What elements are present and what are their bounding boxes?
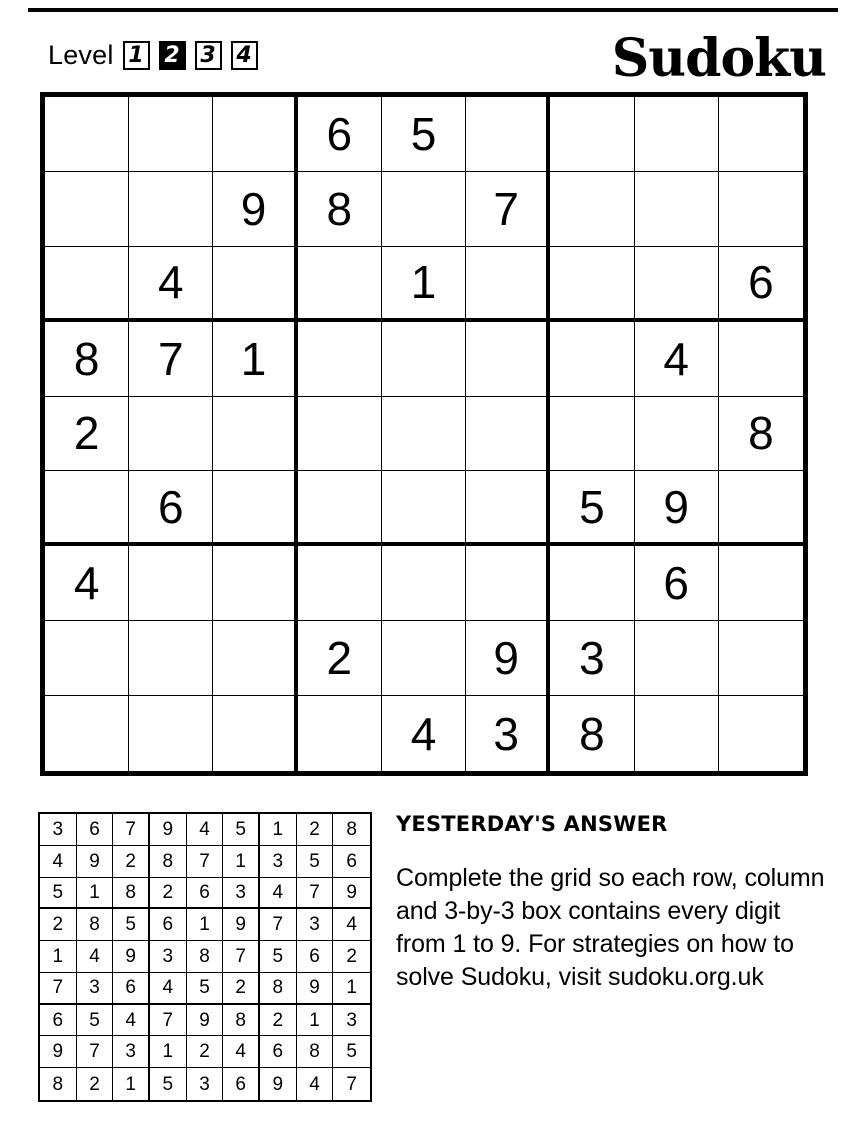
answer-cell: 3 (77, 973, 114, 1005)
puzzle-cell[interactable] (129, 397, 213, 472)
answer-cell: 5 (187, 973, 224, 1005)
top-divider (28, 8, 838, 12)
answer-cell: 1 (187, 909, 224, 941)
answer-cell: 9 (40, 1036, 77, 1068)
instructions-text: Complete the grid so each row, column and 3-by-3 box contains every digit from 1 to 9. For strategies on how to solve Sudoku, visit sudoku.org.uk (396, 864, 825, 991)
puzzle-cell[interactable] (635, 696, 719, 771)
answer-cell: 8 (40, 1068, 77, 1100)
answer-cell: 7 (297, 878, 334, 910)
puzzle-cell[interactable]: 1 (382, 247, 466, 322)
puzzle-cell[interactable] (719, 546, 803, 621)
answer-cell: 3 (150, 941, 187, 973)
answer-cell: 6 (260, 1036, 297, 1068)
answer-cell: 6 (223, 1068, 260, 1100)
puzzle-cell[interactable] (719, 471, 803, 546)
puzzle-cell[interactable]: 6 (635, 546, 719, 621)
puzzle-cell[interactable]: 4 (129, 247, 213, 322)
puzzle-cell[interactable]: 4 (382, 696, 466, 771)
answer-cell: 6 (113, 973, 150, 1005)
puzzle-cell[interactable]: 6 (719, 247, 803, 322)
puzzle-cell[interactable] (213, 696, 297, 771)
answer-grid (38, 812, 372, 1102)
answer-cell: 8 (260, 973, 297, 1005)
answer-cell: 3 (297, 909, 334, 941)
answer-cell: 2 (187, 1036, 224, 1068)
answer-cell: 8 (187, 941, 224, 973)
answer-cell: 8 (77, 909, 114, 941)
puzzle-cell[interactable] (550, 247, 634, 322)
answer-cell: 3 (113, 1036, 150, 1068)
puzzle-cell[interactable] (129, 97, 213, 172)
answer-cell: 7 (150, 1005, 187, 1037)
puzzle-cell[interactable] (298, 471, 382, 546)
puzzle-cell[interactable]: 9 (213, 172, 297, 247)
answer-cell: 1 (223, 846, 260, 878)
answer-cell: 4 (113, 1005, 150, 1037)
puzzle-cell[interactable] (298, 247, 382, 322)
puzzle-cell[interactable] (550, 172, 634, 247)
answer-cell: 1 (333, 973, 370, 1005)
puzzle-cell[interactable] (466, 546, 550, 621)
answer-cell: 2 (150, 878, 187, 910)
puzzle-cell[interactable] (129, 696, 213, 771)
puzzle-cell[interactable] (45, 696, 129, 771)
puzzle-cell[interactable]: 8 (550, 696, 634, 771)
answer-cell: 3 (260, 846, 297, 878)
puzzle-cell[interactable]: 4 (635, 322, 719, 397)
answer-cell: 9 (187, 1005, 224, 1037)
answer-cell: 7 (187, 846, 224, 878)
puzzle-cell[interactable] (129, 172, 213, 247)
answer-cell: 4 (333, 909, 370, 941)
puzzle-cell[interactable]: 9 (635, 471, 719, 546)
answer-cell: 8 (150, 846, 187, 878)
answer-cell: 5 (40, 878, 77, 910)
puzzle-cell[interactable]: 4 (45, 546, 129, 621)
answer-cell: 3 (40, 814, 77, 846)
answer-cell: 9 (223, 909, 260, 941)
puzzle-cell[interactable]: 8 (298, 172, 382, 247)
puzzle-cell[interactable] (382, 546, 466, 621)
puzzle-cell[interactable] (213, 397, 297, 472)
answer-cell: 5 (113, 909, 150, 941)
answer-cell: 1 (297, 1005, 334, 1037)
level-selector (48, 40, 258, 71)
puzzle-cell[interactable] (298, 546, 382, 621)
answer-cell: 8 (223, 1005, 260, 1037)
puzzle-cell[interactable]: 2 (45, 397, 129, 472)
answer-cell: 8 (113, 878, 150, 910)
answer-cell: 9 (297, 973, 334, 1005)
puzzle-cell[interactable] (466, 322, 550, 397)
answer-cell: 3 (223, 878, 260, 910)
puzzle-cell[interactable]: 3 (550, 621, 634, 696)
answer-cell: 3 (187, 1068, 224, 1100)
answer-cell: 4 (260, 878, 297, 910)
puzzle-cell[interactable]: 7 (129, 322, 213, 397)
puzzle-cell[interactable] (466, 97, 550, 172)
puzzle-cell[interactable] (129, 546, 213, 621)
answer-cell: 1 (113, 1068, 150, 1100)
puzzle-cell[interactable] (213, 97, 297, 172)
answer-cell: 3 (333, 1005, 370, 1037)
puzzle-cell[interactable]: 8 (45, 322, 129, 397)
puzzle-cell[interactable] (382, 172, 466, 247)
puzzle-cell[interactable] (298, 322, 382, 397)
puzzle-cell[interactable] (382, 322, 466, 397)
puzzle-cell[interactable] (466, 247, 550, 322)
answer-cell: 4 (223, 1036, 260, 1068)
puzzle-cell[interactable] (719, 696, 803, 771)
answer-cell: 6 (333, 846, 370, 878)
answer-cell: 4 (297, 1068, 334, 1100)
answer-cell: 6 (297, 941, 334, 973)
answer-cell: 1 (40, 941, 77, 973)
puzzle-header (40, 28, 826, 89)
answer-cell: 7 (113, 814, 150, 846)
answer-cell: 2 (260, 1005, 297, 1037)
puzzle-cell[interactable] (635, 97, 719, 172)
level-option-2[interactable]: 2 (159, 41, 186, 70)
answer-cell: 2 (297, 814, 334, 846)
puzzle-cell[interactable] (213, 621, 297, 696)
answer-heading: YESTERDAY'S ANSWER (396, 812, 668, 836)
answer-cell: 5 (77, 1005, 114, 1037)
puzzle-cell[interactable]: 6 (129, 471, 213, 546)
answer-cell: 8 (333, 814, 370, 846)
answer-cell: 2 (223, 973, 260, 1005)
puzzle-cell[interactable] (719, 322, 803, 397)
answer-cell: 1 (150, 1036, 187, 1068)
puzzle-cell[interactable]: 5 (550, 471, 634, 546)
answer-cell: 5 (297, 846, 334, 878)
answer-cell: 2 (40, 909, 77, 941)
puzzle-cell[interactable] (298, 397, 382, 472)
answer-cell: 8 (297, 1036, 334, 1068)
puzzle-cell[interactable] (45, 247, 129, 322)
answer-cell: 5 (150, 1068, 187, 1100)
puzzle-cell[interactable]: 1 (213, 322, 297, 397)
puzzle-cell[interactable] (45, 621, 129, 696)
puzzle-cell[interactable] (466, 397, 550, 472)
answer-cell: 7 (77, 1036, 114, 1068)
puzzle-cell[interactable] (550, 97, 634, 172)
puzzle-cell[interactable] (129, 621, 213, 696)
puzzle-cell[interactable] (550, 322, 634, 397)
puzzle-cell[interactable] (466, 471, 550, 546)
answer-cell: 4 (40, 846, 77, 878)
answer-cell: 1 (77, 878, 114, 910)
answer-cell: 4 (187, 814, 224, 846)
puzzle-cell[interactable] (635, 397, 719, 472)
puzzle-cell[interactable]: 2 (298, 621, 382, 696)
puzzle-cell[interactable] (382, 471, 466, 546)
puzzle-cell[interactable] (635, 621, 719, 696)
answer-cell: 5 (260, 941, 297, 973)
puzzle-cell[interactable] (550, 397, 634, 472)
puzzle-cell[interactable] (719, 97, 803, 172)
puzzle-cell[interactable] (382, 621, 466, 696)
puzzle-cell[interactable] (719, 621, 803, 696)
puzzle-cell[interactable] (635, 172, 719, 247)
puzzle-cell[interactable] (45, 97, 129, 172)
answer-cell: 7 (333, 1068, 370, 1100)
puzzle-cell[interactable] (45, 172, 129, 247)
answer-cell: 4 (150, 973, 187, 1005)
puzzle-cell[interactable]: 9 (466, 621, 550, 696)
answer-cell: 7 (260, 909, 297, 941)
answer-cell: 7 (40, 973, 77, 1005)
puzzle-cell[interactable] (382, 397, 466, 472)
puzzle-cell[interactable] (635, 247, 719, 322)
puzzle-cell[interactable] (298, 696, 382, 771)
answer-cell: 9 (150, 814, 187, 846)
puzzle-cell[interactable] (45, 471, 129, 546)
answer-cell: 9 (77, 846, 114, 878)
puzzle-cell[interactable] (213, 247, 297, 322)
answer-cell: 4 (77, 941, 114, 973)
answer-cell: 6 (150, 909, 187, 941)
sudoku-grid[interactable] (40, 92, 808, 776)
puzzle-cell[interactable] (719, 172, 803, 247)
answer-cell: 7 (223, 941, 260, 973)
level-option-4[interactable]: 4 (231, 41, 258, 70)
answer-cell: 2 (113, 846, 150, 878)
puzzle-cell[interactable]: 5 (382, 97, 466, 172)
puzzle-cell[interactable] (550, 546, 634, 621)
level-option-3[interactable]: 3 (195, 41, 222, 70)
puzzle-cell[interactable] (213, 546, 297, 621)
answer-cell: 6 (40, 1005, 77, 1037)
puzzle-cell[interactable] (213, 471, 297, 546)
level-label: Level (48, 40, 114, 70)
answer-cell: 5 (223, 814, 260, 846)
answer-cell: 2 (333, 941, 370, 973)
answer-cell: 1 (260, 814, 297, 846)
puzzle-cell[interactable]: 6 (298, 97, 382, 172)
puzzle-cell[interactable]: 3 (466, 696, 550, 771)
instructions-block (396, 812, 826, 994)
page-title: Sudoku (611, 28, 826, 89)
answer-cell: 6 (77, 814, 114, 846)
answer-cell: 9 (260, 1068, 297, 1100)
answer-cell: 9 (113, 941, 150, 973)
answer-cell: 5 (333, 1036, 370, 1068)
puzzle-cell[interactable]: 8 (719, 397, 803, 472)
puzzle-cell[interactable]: 7 (466, 172, 550, 247)
answer-cell: 9 (333, 878, 370, 910)
answer-cell: 2 (77, 1068, 114, 1100)
answer-cell: 6 (187, 878, 224, 910)
level-option-1[interactable]: 1 (123, 41, 150, 70)
